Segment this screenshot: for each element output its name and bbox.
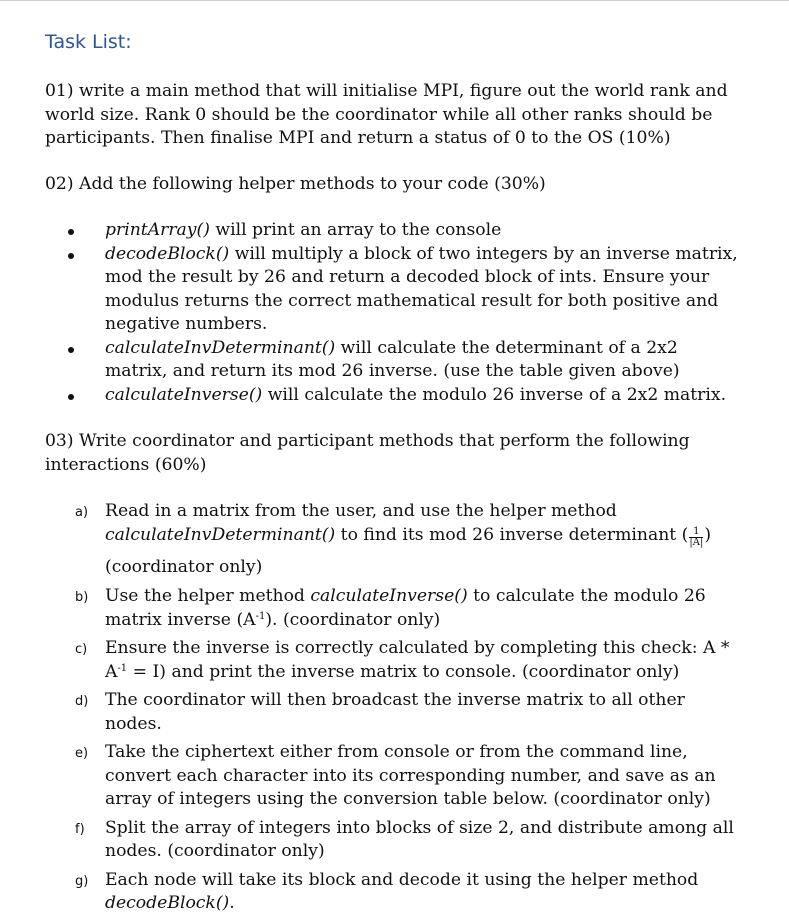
item-f: [0, 817, 745, 864]
item-d: [0, 689, 745, 736]
top-border: [0, 0, 789, 1]
method-name: calculateInvDeterminant(): [105, 337, 336, 358]
method-name: calculateInverse(): [105, 384, 263, 405]
item-c-pre: Ensure the inverse is correctly calculated by completing this check: A * A: [105, 638, 730, 682]
item-e: [0, 741, 745, 812]
item-marker: e): [75, 746, 89, 761]
task-list-heading: Task List:: [45, 31, 132, 53]
bullet-dot-icon: [68, 253, 74, 259]
item-d-text: The coordinator will then broadcast the inverse matrix to all other nodes.: [105, 690, 685, 734]
item-g: [0, 869, 745, 916]
bullet-text: will calculate the determinant of a 2x2 matrix, and return its mod 26 inverse. (use the table given above): [105, 337, 680, 381]
fraction-numerator: 1: [689, 527, 703, 538]
interactions-list: [0, 500, 789, 916]
bullet-print-array: [0, 219, 745, 243]
method-name: decodeBlock(): [105, 243, 230, 264]
method-name: decodeBlock(): [105, 893, 230, 913]
bullet-decode-block: [0, 243, 745, 337]
item-b-pre: Use the helper method: [105, 586, 311, 606]
bullet-dot-icon: [68, 229, 74, 235]
method-name: calculateInvDeterminant(): [105, 524, 336, 545]
superscript: -1: [117, 662, 128, 674]
bullet-text: will calculate the modulo 26 inverse of a 2x2 matrix.: [262, 384, 727, 405]
item-marker: d): [75, 694, 89, 709]
item-a-post: (coordinator only): [105, 556, 263, 577]
item-b-mid: to calculate the modulo 26 matrix inverse (A: [105, 586, 706, 630]
superscript: -1: [255, 610, 266, 622]
helper-methods-list: [0, 219, 789, 407]
inverse-determinant-fraction: [689, 527, 703, 548]
bullet-dot-icon: [68, 347, 74, 353]
method-name: calculateInverse(): [310, 586, 468, 606]
item-b: [0, 585, 745, 632]
item-marker: b): [75, 590, 89, 605]
task-02-text: 02) Add the following helper methods to your code (30%): [45, 174, 546, 194]
item-e-text: Take the ciphertext either from console or from the command line, convert each character into its corresponding number, and save as an array of integers using the conversion table below. (coordinator only): [105, 742, 716, 809]
bullet-calculate-inverse: [0, 384, 745, 408]
item-marker: g): [75, 873, 89, 889]
item-f-text: Split the array of integers into blocks of size 2, and distribute among all nodes. (coordinator only): [105, 817, 734, 861]
item-a-close: ): [704, 524, 712, 545]
item-g-post: .: [229, 893, 235, 913]
item-c-post: = I) and print the inverse matrix to console. (coordinator only): [127, 661, 680, 682]
item-marker: a): [75, 505, 89, 520]
bullet-text: will multiply a block of two integers by an inverse matrix, mod the result by 26 and return a decoded block of ints. Ensure your modulus returns the correct mathematical result for both positive and negative numbers.: [105, 243, 738, 334]
bullet-dot-icon: [68, 394, 74, 400]
item-a-pre: Read in a matrix from the user, and use the helper method: [105, 501, 617, 521]
item-c: [0, 637, 745, 684]
fraction-denominator: |A|: [689, 536, 704, 548]
item-b-post: ). (coordinator only): [265, 609, 441, 630]
task-03-text: 03) Write coordinator and participant methods that perform the following interactions (60%): [45, 431, 690, 475]
item-marker: c): [75, 642, 88, 657]
task-01-text: 01) write a main method that will initialise MPI, figure out the world rank and world size. Rank 0 should be the coordinator while all other ranks should be participants. Then finalise MPI and return a status of 0 to the OS (10%): [45, 81, 728, 148]
item-a-mid: to find its mod 26 inverse determinant (: [335, 524, 689, 545]
method-name: printArray(): [105, 220, 210, 240]
item-g-pre: Each node will take its block and decode it using the helper method: [105, 869, 699, 890]
bullet-text: will print an array to the console: [209, 220, 502, 240]
item-marker: f): [75, 821, 85, 837]
bullet-calculate-inv-determinant: [0, 337, 745, 384]
item-a: [0, 500, 745, 579]
